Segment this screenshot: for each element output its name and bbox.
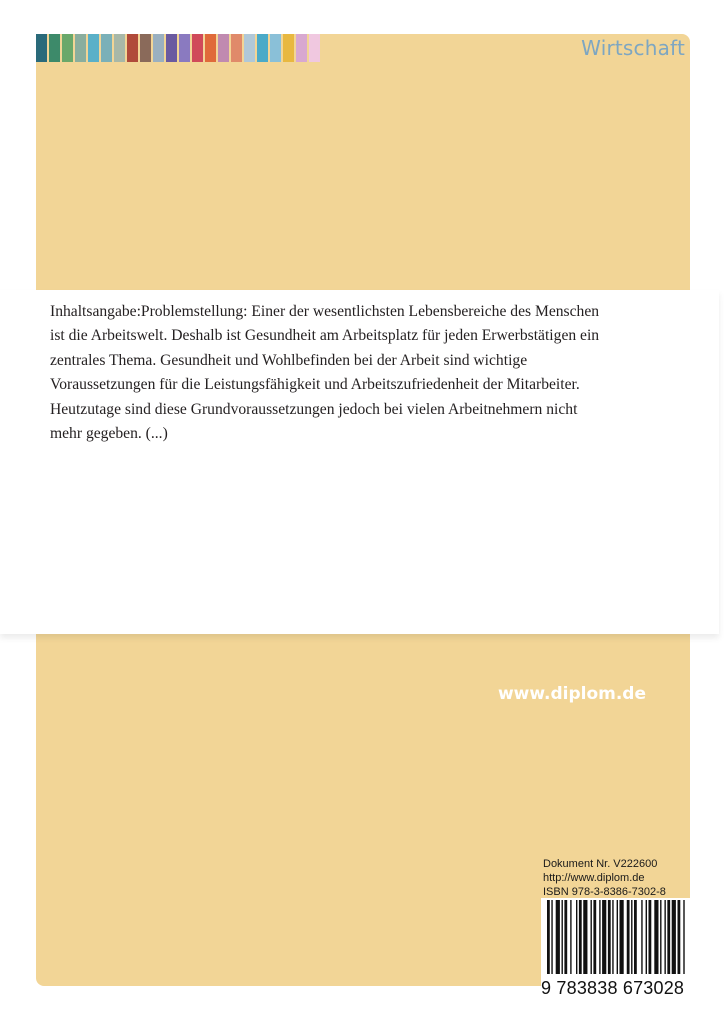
barcode-bar (649, 900, 652, 974)
color-stripe (127, 34, 138, 62)
color-stripe (62, 34, 73, 62)
color-stripe (114, 34, 125, 62)
barcode-bar (576, 900, 577, 974)
color-stripe (88, 34, 99, 62)
barcode-bar (654, 900, 658, 974)
barcode-bar (556, 900, 560, 974)
barcode-bar (678, 900, 681, 974)
barcode-icon (545, 900, 720, 978)
barcode-bar (602, 900, 606, 974)
barcode-bar (617, 900, 618, 974)
color-stripe (36, 34, 47, 62)
barcode-bar (551, 900, 552, 974)
color-stripe (75, 34, 86, 62)
color-stripe (166, 34, 177, 62)
barcode-bar (660, 900, 661, 974)
barcode-bar (627, 900, 630, 974)
color-stripe (257, 34, 268, 62)
barcode-bar (564, 900, 567, 974)
barcode-bar (646, 900, 647, 974)
barcode-bar (620, 900, 624, 974)
barcode-bar (667, 900, 670, 974)
barcode-bar (599, 900, 600, 974)
barcode-bar (547, 900, 550, 974)
color-stripe (179, 34, 190, 62)
barcode-bar (608, 900, 611, 974)
document-number: Dokument Nr. V222600 (543, 858, 658, 870)
color-stripe (270, 34, 281, 62)
barcode-bar (591, 900, 592, 974)
barcode (541, 898, 724, 1002)
barcode-bar (579, 900, 582, 974)
document-website: http://www.diplom.de (543, 872, 645, 884)
barcode-bar (570, 900, 571, 974)
color-stripe (296, 34, 307, 62)
color-stripe (231, 34, 242, 62)
color-stripe (101, 34, 112, 62)
color-stripe (309, 34, 320, 62)
color-stripe (283, 34, 294, 62)
category-label: Wirtschaft (581, 36, 685, 60)
document-info (543, 857, 666, 899)
color-stripe (192, 34, 203, 62)
barcode-bar (672, 900, 676, 974)
color-stripe (140, 34, 151, 62)
barcode-bar (683, 900, 684, 974)
barcode-bar (583, 900, 587, 974)
barcode-digits: 9 783838 673028 (541, 978, 685, 998)
color-stripe (153, 34, 164, 62)
barcode-bar (641, 900, 642, 974)
barcode-bar (664, 900, 665, 974)
publisher-url: www.diplom.de (497, 684, 646, 704)
barcode-bar (612, 900, 613, 974)
color-stripe (244, 34, 255, 62)
isbn: ISBN 978-3-8386-7302-8 (543, 886, 666, 898)
color-stripe (49, 34, 60, 62)
color-stripes (36, 34, 322, 62)
barcode-bar (631, 900, 632, 974)
barcode-bar (562, 900, 563, 974)
barcode-bar (634, 900, 637, 974)
color-stripe (218, 34, 229, 62)
barcode-bar (593, 900, 596, 974)
color-stripe (205, 34, 216, 62)
abstract-text: Inhaltsangabe:Problemstellung: Einer der wesentlichsten Lebensbereiche des Menschen ist die Arbeitswelt. Deshalb ist Gesundheit am Arbeitsplatz für jeden Erwerbstätigen ein zentrales Thema. Gesundheit und Wohlbefinden bei der Arbeit sind wichtige Voraussetzungen für die Leistungsfähigkeit und Arbeitszufriedenheit der Mitarbeiter. Heutzutage sind diese Grundvoraussetzungen jedoch bei vielen Arbeitnehmern nicht mehr gegeben. (...) (50, 303, 600, 443)
